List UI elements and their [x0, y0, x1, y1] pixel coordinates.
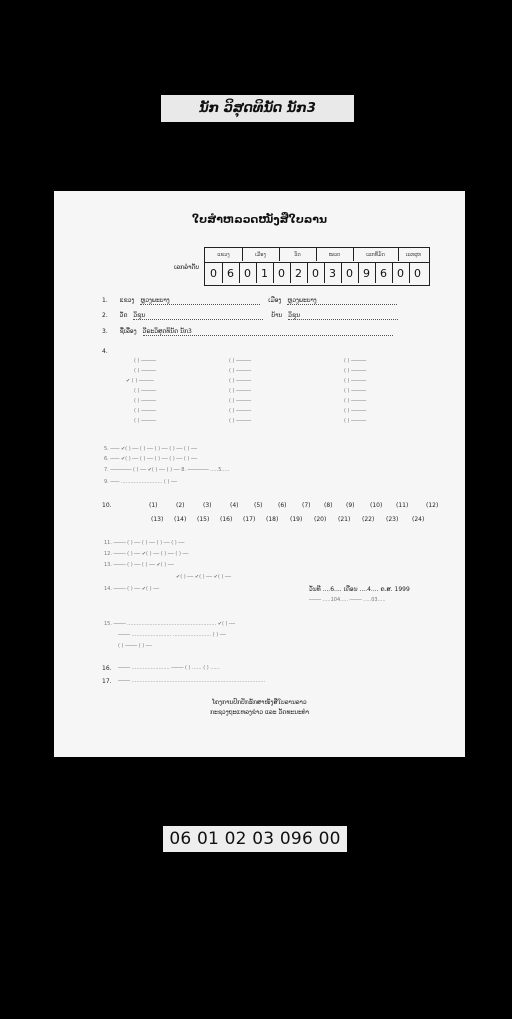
- reg-digit: 2: [290, 263, 308, 283]
- field-label: ແຂວງ: [119, 297, 135, 304]
- field-value: ວິຊຸນ: [133, 312, 263, 320]
- num-cell: (21): [338, 516, 351, 523]
- reg-digit: 0: [341, 263, 359, 283]
- field-number: 3.: [102, 328, 108, 335]
- reg-header-bundle: ເລກທີ່ມັດ: [353, 248, 399, 261]
- num-cell: (8): [324, 502, 333, 509]
- reg-digit: 6: [375, 263, 393, 283]
- category-label: 4.: [102, 348, 108, 355]
- field-number: 1.: [102, 297, 108, 304]
- reg-digit: 0: [239, 263, 257, 283]
- date-sub: ──── .....104..... ──── .....03.....: [309, 597, 386, 603]
- reg-digit: 1: [256, 263, 274, 283]
- field-label: ວັດ: [119, 312, 128, 319]
- num-cell: (13): [151, 516, 164, 523]
- field-value: ຫຼວງພະບາງ: [140, 297, 260, 305]
- num-cell: (20): [314, 516, 327, 523]
- num-cell: (10): [370, 502, 383, 509]
- reg-digit: 0: [392, 263, 410, 283]
- field-label: ບ້ານ: [271, 312, 283, 319]
- num-cell: (16): [220, 516, 233, 523]
- item-17: 17.: [102, 678, 112, 685]
- num-cell: (2): [176, 502, 185, 509]
- num-cell: (12): [426, 502, 439, 509]
- registration-number-box: [204, 247, 430, 286]
- num-cell: (6): [278, 502, 287, 509]
- reg-header-fascicle: ເລກຜູກ: [405, 251, 422, 258]
- num-cell: (18): [266, 516, 279, 523]
- field-value: ວີຣະວິສຸດທິນັດ ນັກ3: [143, 328, 393, 336]
- field-row-2: [102, 312, 398, 320]
- reg-digit: 0: [205, 263, 223, 283]
- reg-digit: 9: [358, 263, 376, 283]
- reg-header-temple: ວັດ: [279, 248, 317, 261]
- num-cell: (24): [412, 516, 425, 523]
- field-label: ຊື່ເລື່ອງ: [119, 328, 137, 335]
- registration-label: ເລກລຳດັບ: [174, 264, 200, 271]
- reg-header-category: ໝວດ: [316, 248, 354, 261]
- num-cell: (5): [254, 502, 263, 509]
- num-cell: (17): [243, 516, 256, 523]
- field-number: 2.: [102, 312, 108, 319]
- field-row-1: [102, 297, 397, 305]
- reg-digit: 3: [324, 263, 342, 283]
- reg-digit: 0: [414, 266, 421, 280]
- num-cell: (19): [290, 516, 303, 523]
- num-cell: (14): [174, 516, 187, 523]
- survey-form-document: ໃບສຳຫລວດໜັງສືໃບລານ ເລກລຳດັບ ແຂວງ ເມືອງ ວັດ ໝວດ ເລກທີ່ມັດ ເລກຜູກ 0 6 0 1 0 2 0 3 0 9 6 0 0 1. ແຂວງ ຫຼວງພະບາງ ເມືອງ ຫຼວງພະບາງ 2. ວັດ ວິຊຸນ ບ້ານ ວິຊຸນ 3. ຊື່ເລື່ອງ ວີຣະວິສຸດທິນັດ ນັກ3 4. ( ) ───── ( ) ───── ( ) ───── ( ) ───── ( ) ───── ( ) ───── ✔ ( ) ───── ( ) ───── ( ) ───── ( ) ───── ( ) ───── ( ) ───── ( ) ───── ( ) ───── ( ) ───── ( ) ───── ( ) ───── ( ) ───── ( ) ───── ( ) ───── ( ) ───── 5. ─── ✔( ) ── ( ) ── ( ) ── ( ) ── ( ) ── 6. ─── ✔( ) ── ( ) ── ( ) ── ( ) ── ( ) ── 7. ─────── ( ) ── ✔( ) ── ( ) ── 8. ─────── .....5..... 9. ─── .......................... ( ) ── 10. (1) (2) (3) (4) (5) (6) (7) (8) (9) (10) (11) (12) (13) (14) (15) (16) (17) (18) (19) (20) (21) (22) (23) (24) 11. ──── ( ) ── ( ) ── ( ) ── ( ) ── 12. ──── ( ) ── ✔( ) ── ( ) ── ( ) ── 13. ──── ( ) ── ( ) ── ✔( ) ── ✔( ) ── ✔( ) ── ✔( ) ── 14. ──── ( ) ── ✔( ) ── ວັນທີ ....6.... ເດືອນ ....4.... ຄ.ສ. 1999 ──── .....104..... ──── .....03..... 15. ──── ........................................................ ✔( ) ── ──── ......................... ........................ ( ) ── ( ) ──── ( ) ── 16. ──── ........................ ──── ( ) ...... ( ) ...... 17. ──── .................................................................................... ໂຄງການປົກປັກຮັກສາໜັງສືໃບລານລາວ ກະຊວງຖະແຫລງຂ່າວ ແລະ ວັດທະນະທຳ: [54, 191, 465, 757]
- field-row-3: [102, 328, 393, 336]
- reg-digit: 0: [273, 263, 291, 283]
- archive-label-bottom: 06 01 02 03 096 00: [163, 826, 347, 852]
- reg-header-district: ເມືອງ: [242, 248, 280, 261]
- archive-label-top: ນັກ ວິສຸດທິນັດ ນັກ3: [161, 95, 354, 122]
- num-cell: (22): [362, 516, 375, 523]
- footer-line-1: ໂຄງການປົກປັກຮັກສາໜັງສືໃບລານລາວ: [212, 699, 307, 706]
- num-cell: (15): [197, 516, 210, 523]
- num-cell: (3): [203, 502, 212, 509]
- field-label: ເມືອງ: [268, 297, 282, 304]
- item-16-line: ──── ........................ ──── ( ) ...... ( ) ......: [118, 665, 220, 671]
- item-16: 16.: [102, 665, 112, 672]
- num-cell: (11): [396, 502, 409, 509]
- field-value: ວິຊຸນ: [288, 312, 398, 320]
- item-17-line: ──── ....................................................................................: [118, 678, 266, 684]
- reg-digit: 6: [222, 263, 240, 283]
- num-cell: (1): [149, 502, 158, 509]
- reg-header-province: ແຂວງ: [205, 248, 243, 261]
- field-value: ຫຼວງພະບາງ: [287, 297, 397, 305]
- num-cell: (7): [302, 502, 311, 509]
- number-row-label: 10.: [102, 502, 112, 509]
- form-title: ໃບສຳຫລວດໜັງສືໃບລານ: [191, 213, 328, 226]
- survey-date: ວັນທີ ....6.... ເດືອນ ....4.... ຄ.ສ. 1999: [309, 586, 410, 593]
- num-cell: (4): [230, 502, 239, 509]
- num-cell: (9): [346, 502, 355, 509]
- num-cell: (23): [386, 516, 399, 523]
- footer-line-2: ກະຊວງຖະແຫລງຂ່າວ ແລະ ວັດທະນະທຳ: [210, 709, 309, 716]
- reg-digit: 0: [307, 263, 325, 283]
